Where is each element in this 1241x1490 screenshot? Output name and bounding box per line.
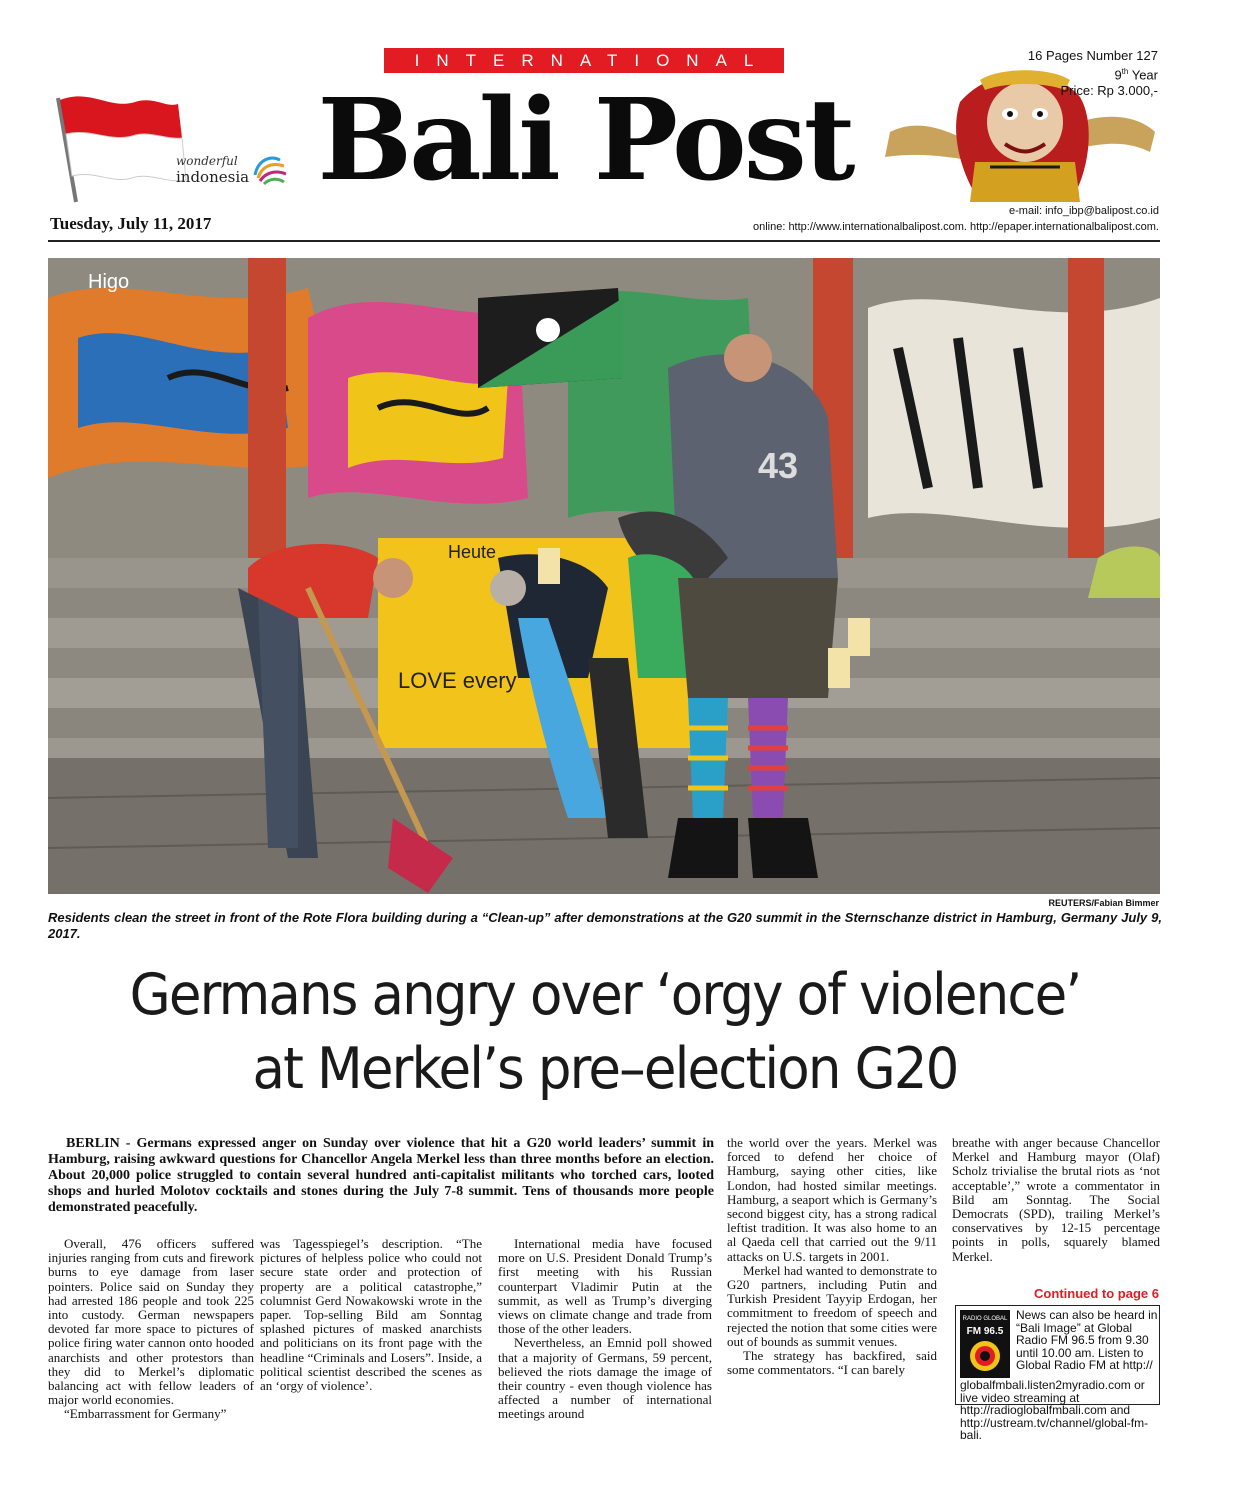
online-urls: online: http://www.internationalbalipost.com. http://epaper.internationalbalipost.com. bbox=[752, 221, 1159, 233]
radio-global-logo bbox=[960, 1310, 1010, 1378]
photo-credit: REUTERS/Fabian Bimmer bbox=[1048, 898, 1159, 908]
main-headline bbox=[80, 958, 1131, 1106]
article-column-4 bbox=[727, 1136, 937, 1377]
photo-caption: Residents clean the street in front of the Rote Flora building during a “Clean-up” after demonstrations at the G20 summit in the Sternschanze district in Hamburg, Germany July 9, 2017. bbox=[48, 910, 1162, 941]
paragraph: Merkel had wanted to demonstrate to G20 partners, including Putin and Turkish President Tayyip Erdogan, her commitment to freedom of speech and rejected the notion that some cities were out of bounds as summit venues. bbox=[727, 1262, 937, 1349]
paragraph: The strategy has backfired, said some commentators. “I can barely bbox=[727, 1348, 937, 1378]
article-column-1 bbox=[48, 1237, 254, 1422]
paragraph: International media have focused more on U.S. President Donald Trump’s first meeting with his Russian counterpart Vladimir Putin at the summit, as well as Trump’s diverging views on climate change and trade from those of the other leaders. bbox=[498, 1236, 712, 1337]
masthead-divider bbox=[48, 240, 1160, 242]
issue-date: Tuesday, July 11, 2017 bbox=[50, 214, 212, 233]
wonderful-indonesia-logo: wonderful indonesia bbox=[176, 150, 291, 190]
svg-text:FM 96.5: FM 96.5 bbox=[966, 1326, 1004, 1337]
paragraph: Nevertheless, an Emnid poll showed that a majority of Germans, 59 percent, believed the riots damage the image of their country - even though violence has affected a number of international meetings around bbox=[498, 1335, 712, 1422]
page-count: 16 Pages Number 127 bbox=[1027, 48, 1158, 63]
radio-info-box bbox=[955, 1305, 1160, 1443]
headline-line-2: at Merkel’s pre–election G20 bbox=[252, 1036, 958, 1102]
article-lead: BERLIN - Germans expressed anger on Sunday over violence that hit a G20 world leaders’ summit in Hamburg, raising awkward questions for Chancellor Angela Merkel less than three months before an election. About 20,000 police struggled to contain several hundred anti-capitalist militants who torched cars, looted shops and hurled Molotov cocktails and stones during the July 7-8 summit. Tens of thousands more people demonstrated peacefully. bbox=[48, 1136, 714, 1215]
radio-text: News can also be heard in “Bali Image” at Global Radio FM 96.5 from 9.30 until 10.00 am. Listen to Global Radio FM at http:// globalfmbali.listen2myradio.com or live video streaming at http://radioglobalfmbali.com and http://ustream.tv/channel/global-fm-bali. bbox=[960, 1308, 1158, 1443]
svg-text:RADIO GLOBAL: RADIO GLOBAL bbox=[962, 1316, 1008, 1322]
newspaper-title: Bali Post bbox=[317, 75, 853, 206]
paragraph: breathe with anger because Chancellor Merkel and Hamburg mayor (Olaf) Scholz trivialise the brutal riots as ‘not acceptable’,” wrote a commentator in Bild am Sonntag. The Social Democrats (SPD), trailing Merkel’s conservatives by 12-15 percentage points in polls, squarely blamed Merkel. bbox=[952, 1135, 1160, 1264]
paragraph: “Embarrassment for Germany” bbox=[64, 1406, 227, 1422]
international-banner: INTERNATIONAL bbox=[384, 48, 784, 73]
article-column-5 bbox=[952, 1136, 1160, 1264]
paragraph: Overall, 476 officers suffered injuries ranging from cuts and firework burns to eye damage from laser pointers. Police said on Sunday they had arrested 186 people and took 225 into custody. German newspapers devoted far more space to pictures of police firing water cannon onto hooded anarchists and other protestors than they did to Merkel’s diplomatic balancing act with fellow leaders of major world economies. bbox=[48, 1236, 254, 1408]
bird-logo-icon bbox=[250, 150, 290, 190]
email-address: e-mail: info_ibp@balipost.co.id bbox=[1009, 205, 1159, 217]
paragraph: was Tagesspiegel’s description. “The pictures of helpless police who could not secure state order and protection of property are a political catastrophe,” columnist Gerd Nowakowski wrote in the paper. Top-selling Bild am Sonntag splashed pictures of masked anarchists and politicians on its front page with the headline “Criminals and Losers”. Inside, a political scientist described the scenes as an ‘orgy of violence’. bbox=[260, 1236, 482, 1394]
continued-link[interactable]: Continued to page 6 bbox=[1034, 1286, 1159, 1301]
indonesia-flag-image bbox=[50, 80, 200, 210]
paragraph: the world over the years. Merkel was forced to defend her choice of Hamburg, saying other cities, like London, had hosted similar meetings. Hamburg, a seaport which is Germany’s second biggest city, has a strong radical leftist tradition. It was also home to an al Qaeda cell that carried out the 9/11 attacks on U.S. targets in 2001. bbox=[727, 1135, 937, 1264]
cover-photo bbox=[48, 258, 1160, 894]
price: Price: Rp 3.000,- bbox=[1060, 83, 1158, 99]
graffiti-higo: Higo bbox=[88, 271, 130, 293]
article-column-3 bbox=[498, 1237, 712, 1422]
article-column-2 bbox=[260, 1237, 482, 1393]
headline-line-1: Germans angry over ‘orgy of violence’ bbox=[129, 962, 1081, 1028]
graffiti-love-every: LOVE every bbox=[398, 668, 517, 693]
shirt-number: 43 bbox=[758, 445, 799, 486]
radio-urls: globalfmbali.listen2myradio.com or live video streaming at http://radioglobalfmbali.com and http://ustream.tv/channel/global-fm-bali. bbox=[960, 1378, 1149, 1443]
graffiti-heute: Heute bbox=[448, 542, 497, 562]
issue-meta bbox=[1028, 48, 1158, 99]
edition-year: 9th Year bbox=[1114, 67, 1158, 83]
